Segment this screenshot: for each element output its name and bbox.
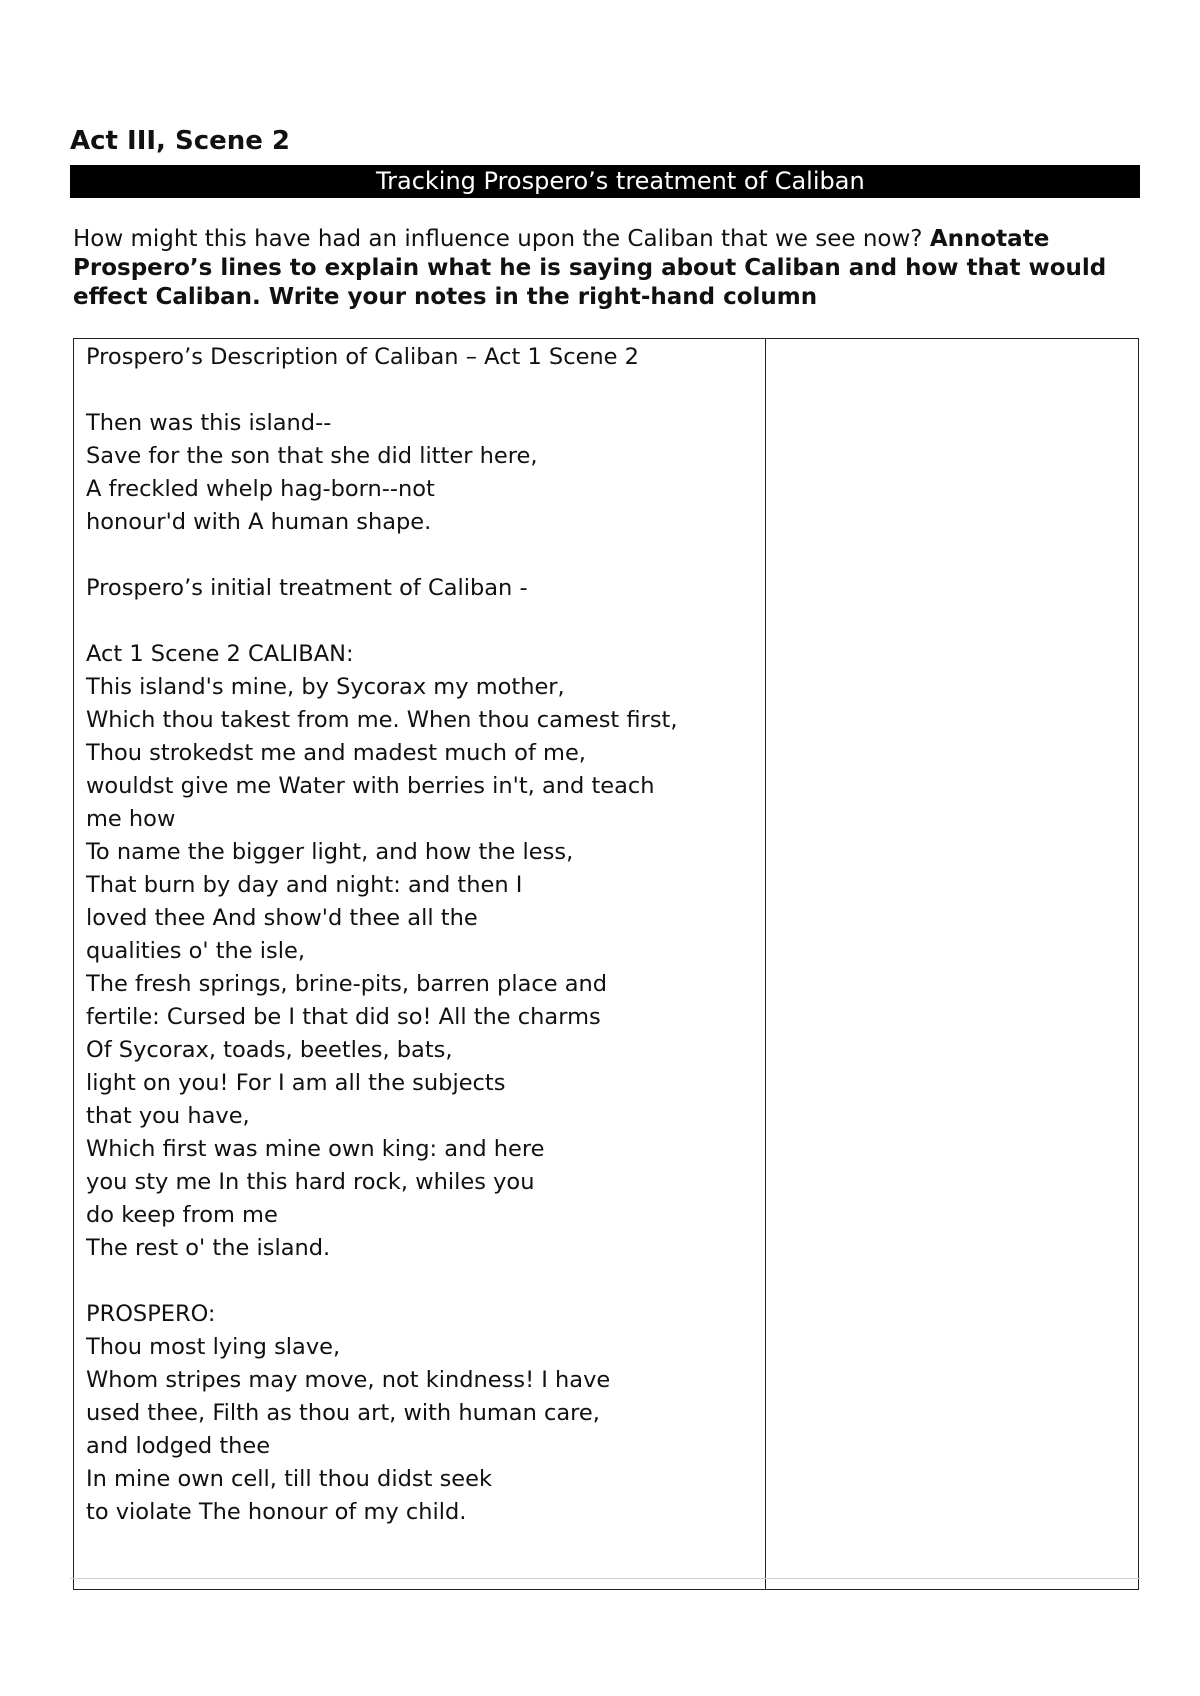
text-column <box>74 339 766 1589</box>
text-line: Thou most lying slave, <box>86 1334 341 1360</box>
table-bottom-rule <box>70 1578 1140 1579</box>
text-line: Prospero’s Description of Caliban – Act 1 Scene 2 <box>86 344 639 370</box>
text-line: Save for the son that she did litter here, <box>86 443 538 469</box>
text-line: Of Sycorax, toads, beetles, bats, <box>86 1037 453 1063</box>
section-banner: Tracking Prospero’s treatment of Caliban <box>70 165 1140 198</box>
text-line: In mine own cell, till thou didst seek <box>86 1466 493 1492</box>
text-line: fertile: Cursed be I that did so! All the charms <box>86 1004 601 1030</box>
blank-line <box>86 605 765 638</box>
notes-column[interactable] <box>766 339 1138 1589</box>
blank-line <box>86 1265 765 1298</box>
text-line: that you have, <box>86 1103 250 1129</box>
blank-line <box>86 374 765 407</box>
text-line: A freckled whelp hag-born--not <box>86 476 435 502</box>
text-line: light on you! For I am all the subjects <box>86 1070 506 1096</box>
text-line: do keep from me <box>86 1202 278 1228</box>
text-line: PROSPERO: <box>86 1301 216 1327</box>
text-line: Act 1 Scene 2 CALIBAN: <box>86 641 354 667</box>
text-line: That burn by day and night: and then I <box>86 872 523 898</box>
instructions-task: Annotate Prospero’s lines to explain what he is saying about Caliban and how that would effect Caliban. Write your notes in the right-hand column <box>73 226 1107 310</box>
text-line: wouldst give me Water with berries in't, and teach <box>86 773 655 799</box>
annotation-table <box>73 338 1139 1590</box>
text-line: loved thee And show'd thee all the <box>86 905 478 931</box>
text-line: Which thou takest from me. When thou camest first, <box>86 707 678 733</box>
text-line: Prospero’s initial treatment of Caliban - <box>86 575 528 601</box>
text-line: Thou strokedst me and madest much of me, <box>86 740 586 766</box>
text-line: To name the bigger light, and how the less, <box>86 839 574 865</box>
text-line: Then was this island-- <box>86 410 332 436</box>
text-line: qualities o' the isle, <box>86 938 306 964</box>
text-line: Whom stripes may move, not kindness! I have <box>86 1367 611 1393</box>
page-heading: Act III, Scene 2 <box>70 126 291 156</box>
text-line: used thee, Filth as thou art, with human care, <box>86 1400 600 1426</box>
instructions-question: How might this have had an influence upon the Caliban that we see now? <box>73 226 930 252</box>
text-line: me how <box>86 806 176 832</box>
instructions <box>73 225 1143 312</box>
text-line: This island's mine, by Sycorax my mother, <box>86 674 565 700</box>
text-line: you sty me In this hard rock, whiles you <box>86 1169 535 1195</box>
text-line: and lodged thee <box>86 1433 271 1459</box>
text-line: The rest o' the island. <box>86 1235 331 1261</box>
blank-line <box>86 539 765 572</box>
text-line: Which first was mine own king: and here <box>86 1136 545 1162</box>
text-line: honour'd with A human shape. <box>86 509 432 535</box>
text-line: The fresh springs, brine-pits, barren place and <box>86 971 608 997</box>
text-line: to violate The honour of my child. <box>86 1499 467 1525</box>
